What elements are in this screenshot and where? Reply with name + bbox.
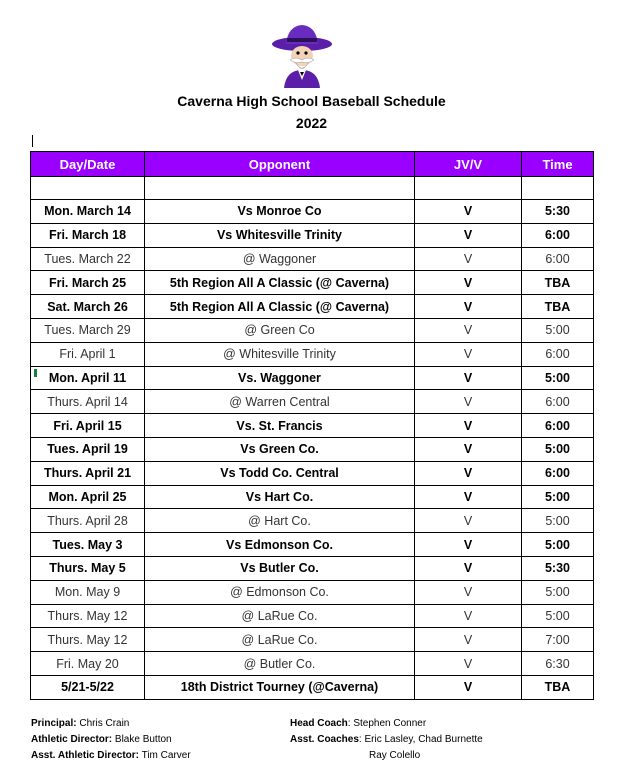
game-level[interactable]: V	[415, 604, 522, 628]
game-time[interactable]: TBA	[522, 271, 594, 295]
game-time[interactable]: 6:00	[522, 223, 594, 247]
game-level[interactable]: V	[415, 342, 522, 366]
game-level[interactable]: V	[415, 580, 522, 604]
header-day-date: Day/Date	[31, 152, 145, 177]
game-opponent[interactable]: @ Warren Central	[145, 390, 415, 414]
game-date[interactable]: Tues. March 29	[31, 318, 145, 342]
game-date[interactable]: Thurs. April 21	[31, 461, 145, 485]
game-opponent[interactable]: Vs. St. Francis	[145, 414, 415, 438]
game-time[interactable]: 5:00	[522, 580, 594, 604]
game-level[interactable]: V	[415, 556, 522, 580]
game-level[interactable]: V	[415, 366, 522, 390]
game-opponent[interactable]: Vs Edmonson Co.	[145, 533, 415, 557]
table-row	[31, 485, 594, 509]
cell[interactable]	[31, 177, 145, 200]
table-row	[31, 604, 594, 628]
game-time[interactable]: 5:00	[522, 509, 594, 533]
game-opponent[interactable]: 18th District Tourney (@Caverna)	[145, 675, 415, 699]
blank-row	[31, 177, 594, 200]
game-level[interactable]: V	[415, 295, 522, 319]
footer-staff-right	[290, 716, 483, 764]
athletic-director-label: Athletic Director:	[31, 734, 113, 745]
table-row	[31, 580, 594, 604]
game-opponent[interactable]: @ LaRue Co.	[145, 628, 415, 652]
table-row	[31, 509, 594, 533]
game-date[interactable]: Tues. April 19	[31, 437, 145, 461]
table-row	[31, 271, 594, 295]
game-opponent[interactable]: @ Whitesville Trinity	[145, 342, 415, 366]
game-level[interactable]: V	[415, 414, 522, 438]
game-time[interactable]: 5:00	[522, 318, 594, 342]
game-opponent[interactable]: @ Edmonson Co.	[145, 580, 415, 604]
game-time[interactable]: 7:00	[522, 628, 594, 652]
table-row	[31, 247, 594, 271]
game-time[interactable]: 5:30	[522, 200, 594, 224]
game-time[interactable]: 6:00	[522, 414, 594, 438]
game-opponent[interactable]: @ Green Co	[145, 318, 415, 342]
header-jvv: JV/V	[415, 152, 522, 177]
cell[interactable]	[522, 177, 594, 200]
game-date[interactable]: Mon. April 11	[31, 366, 145, 390]
head-coach-label: Head Coach	[290, 718, 348, 729]
asst-coaches-names: : Eric Lasley, Chad Burnette	[358, 734, 483, 745]
game-date[interactable]: Fri. April 1	[31, 342, 145, 366]
game-date[interactable]: Fri. March 18	[31, 223, 145, 247]
game-date[interactable]: Sat. March 26	[31, 295, 145, 319]
game-opponent[interactable]: Vs Todd Co. Central	[145, 461, 415, 485]
game-date[interactable]: Thurs. April 28	[31, 509, 145, 533]
game-opponent[interactable]: @ LaRue Co.	[145, 604, 415, 628]
game-time[interactable]: 6:00	[522, 342, 594, 366]
game-level[interactable]: V	[415, 271, 522, 295]
game-opponent[interactable]: 5th Region All A Classic (@ Caverna)	[145, 295, 415, 319]
header-row	[31, 152, 594, 177]
game-time[interactable]: 5:00	[522, 366, 594, 390]
table-row	[31, 556, 594, 580]
table-row	[31, 628, 594, 652]
mascot-colonel-icon	[270, 22, 334, 90]
game-level[interactable]: V	[415, 533, 522, 557]
table-row	[31, 414, 594, 438]
game-opponent[interactable]: 5th Region All A Classic (@ Caverna)	[145, 271, 415, 295]
game-opponent[interactable]: Vs Whitesville Trinity	[145, 223, 415, 247]
asst-athletic-director-name: Tim Carver	[141, 750, 191, 761]
header-opponent: Opponent	[145, 152, 415, 177]
table-row	[31, 437, 594, 461]
game-opponent[interactable]: @ Hart Co.	[145, 509, 415, 533]
game-time[interactable]: 5:00	[522, 485, 594, 509]
game-opponent[interactable]: Vs Hart Co.	[145, 485, 415, 509]
principal-name: Chris Crain	[79, 718, 130, 729]
table-row	[31, 652, 594, 676]
asst-coaches-label: Asst. Coaches	[290, 734, 359, 745]
game-time[interactable]: 6:00	[522, 247, 594, 271]
game-date[interactable]: Thurs. April 14	[31, 390, 145, 414]
table-row	[31, 675, 594, 699]
table-row	[31, 223, 594, 247]
header-time: Time	[522, 152, 594, 177]
game-level[interactable]: V	[415, 437, 522, 461]
principal-label: Principal:	[31, 718, 77, 729]
game-date[interactable]: 5/21-5/22	[31, 675, 145, 699]
game-time[interactable]: 6:00	[522, 390, 594, 414]
asst-coach-extra: Ray Colello	[369, 750, 421, 761]
game-opponent[interactable]: @ Butler Co.	[145, 652, 415, 676]
game-date[interactable]: Thurs. May 12	[31, 604, 145, 628]
table-row	[31, 390, 594, 414]
table-row	[31, 342, 594, 366]
game-level[interactable]: V	[415, 675, 522, 699]
page-subtitle-year: 2022	[295, 115, 328, 131]
page-title: Caverna High School Baseball Schedule	[177, 93, 446, 109]
cell[interactable]	[145, 177, 415, 200]
table-row	[31, 366, 594, 390]
game-level[interactable]: V	[415, 628, 522, 652]
head-coach-name: : Stephen Conner	[347, 718, 427, 729]
game-level[interactable]: V	[415, 200, 522, 224]
game-time[interactable]: 5:00	[522, 533, 594, 557]
game-level[interactable]: V	[415, 318, 522, 342]
game-date[interactable]: Fri. May 20	[31, 652, 145, 676]
game-opponent[interactable]: Vs. Waggoner	[145, 366, 415, 390]
game-date[interactable]: Fri. April 15	[31, 414, 145, 438]
game-time[interactable]: TBA	[522, 675, 594, 699]
asst-athletic-director-label: Asst. Athletic Director:	[31, 750, 139, 761]
table-row	[31, 200, 594, 224]
game-time[interactable]: 6:30	[522, 652, 594, 676]
game-opponent[interactable]: Vs Monroe Co	[145, 200, 415, 224]
game-date[interactable]: Thurs. May 5	[31, 556, 145, 580]
game-date[interactable]: Fri. March 25	[31, 271, 145, 295]
game-date[interactable]: Mon. May 9	[31, 580, 145, 604]
game-time[interactable]: 5:30	[522, 556, 594, 580]
game-level[interactable]: V	[415, 509, 522, 533]
athletic-director-name: Blake Button	[114, 734, 172, 745]
table-row	[31, 295, 594, 319]
text-cursor	[32, 135, 33, 147]
schedule-table	[30, 151, 594, 700]
game-level[interactable]: V	[415, 461, 522, 485]
game-opponent[interactable]: Vs Green Co.	[145, 437, 415, 461]
table-row	[31, 533, 594, 557]
game-date[interactable]: Mon. March 14	[31, 200, 145, 224]
table-row	[31, 318, 594, 342]
cell[interactable]	[415, 177, 522, 200]
footer-staff-left	[31, 716, 191, 764]
game-time[interactable]: 5:00	[522, 604, 594, 628]
game-level[interactable]: V	[415, 247, 522, 271]
game-date[interactable]: Mon. April 25	[31, 485, 145, 509]
game-level[interactable]: V	[415, 485, 522, 509]
game-time[interactable]: 5:00	[522, 437, 594, 461]
game-time[interactable]: 6:00	[522, 461, 594, 485]
game-opponent[interactable]: Vs Butler Co.	[145, 556, 415, 580]
game-date[interactable]: Thurs. May 12	[31, 628, 145, 652]
game-level[interactable]: V	[415, 652, 522, 676]
table-row	[31, 461, 594, 485]
game-time[interactable]: TBA	[522, 295, 594, 319]
game-opponent[interactable]: @ Waggoner	[145, 247, 415, 271]
game-level[interactable]: V	[415, 223, 522, 247]
game-level[interactable]: V	[415, 390, 522, 414]
game-date[interactable]: Tues. May 3	[31, 533, 145, 557]
game-date[interactable]: Tues. March 22	[31, 247, 145, 271]
